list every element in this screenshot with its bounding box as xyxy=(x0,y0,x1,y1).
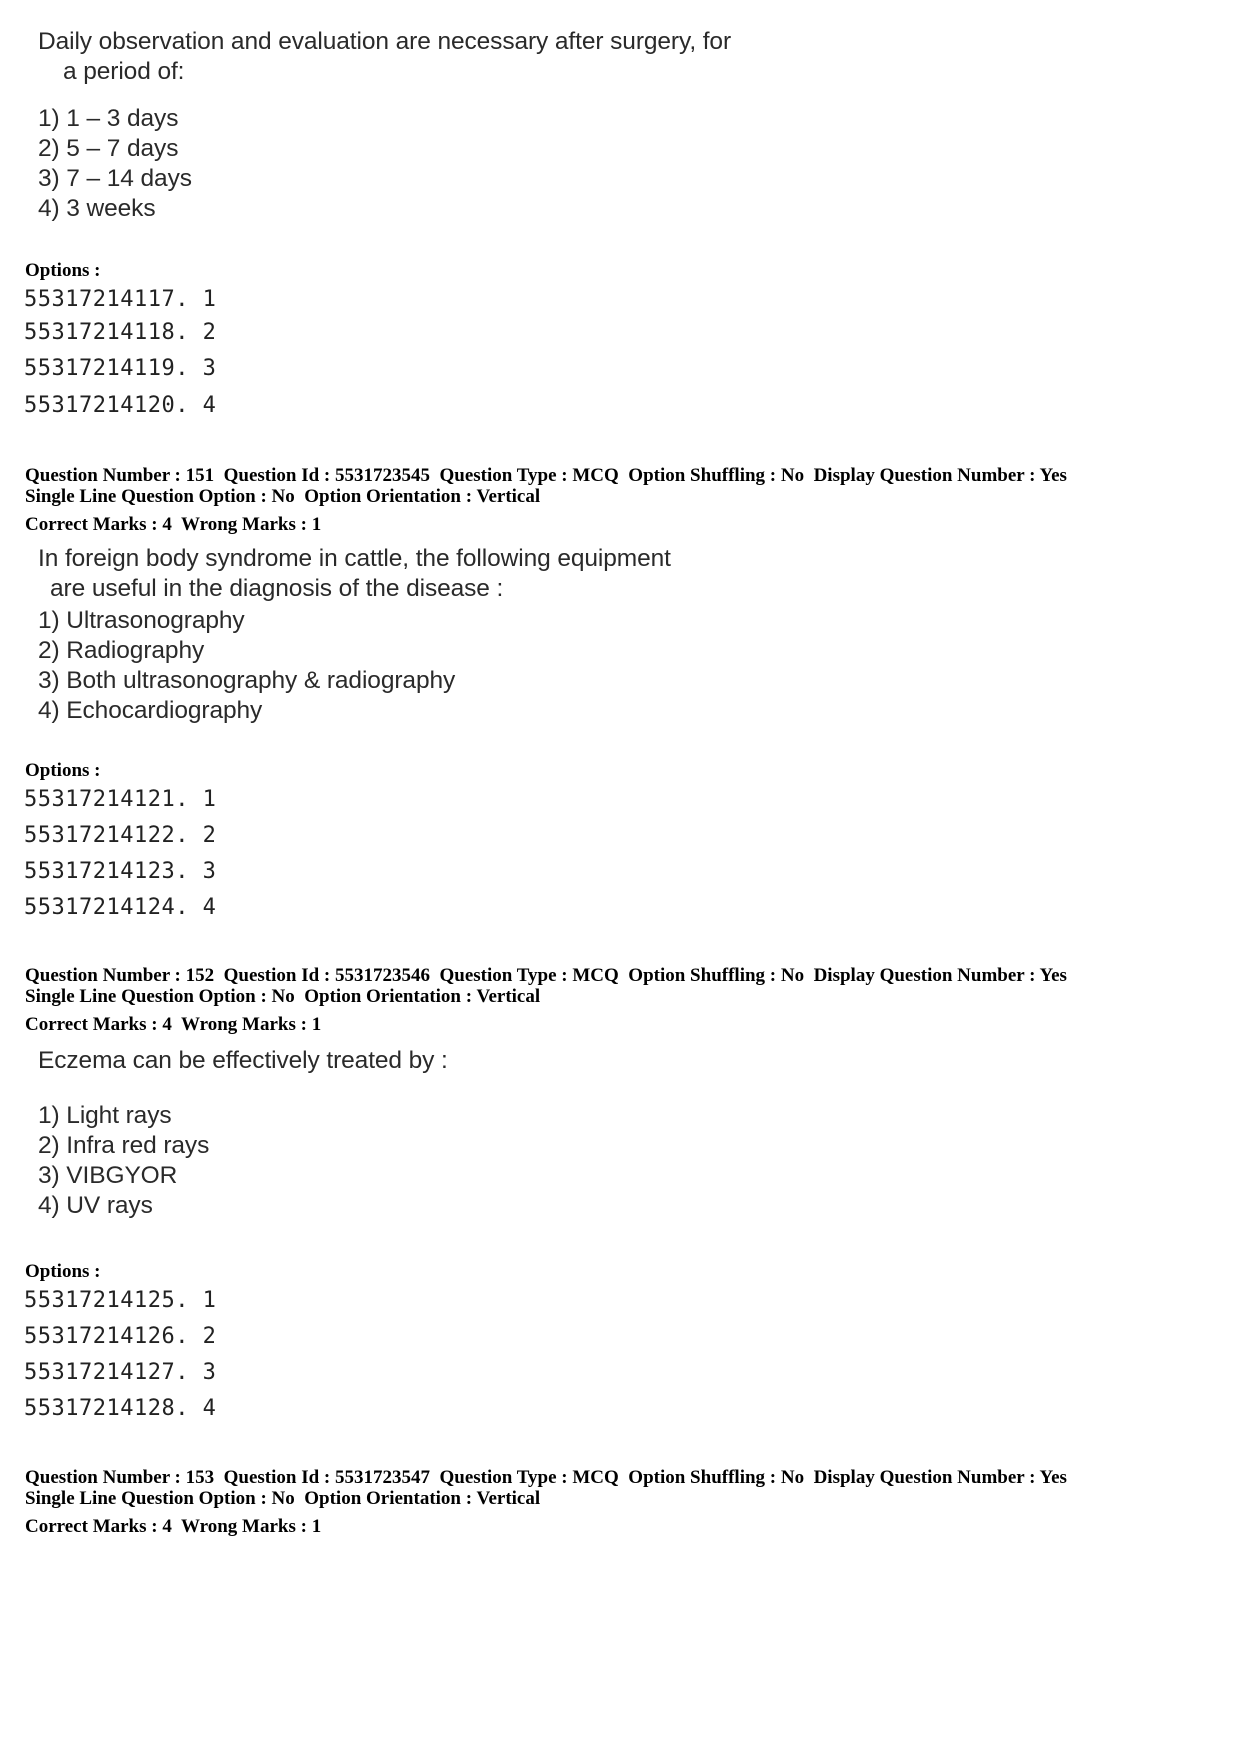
option-row: 55317214117. 1 xyxy=(24,287,217,312)
question-meta-line: Question Number : 151 Question Id : 5531723545 Question Type : MCQ Option Shuffling : No Display Question Number : Yes xyxy=(25,465,1067,486)
options-label: Options : xyxy=(25,760,101,781)
options-label: Options : xyxy=(25,1261,101,1282)
option-row: 55317214128. 4 xyxy=(24,1396,217,1421)
answer-choice: 1) 1 – 3 days xyxy=(38,105,179,132)
answer-choice: 3) VIBGYOR xyxy=(38,1162,178,1189)
answer-choice: 4) 3 weeks xyxy=(38,195,156,222)
question-meta-line: Single Line Question Option : No Option Orientation : Vertical xyxy=(25,1488,541,1509)
option-row: 55317214119. 3 xyxy=(24,356,217,381)
answer-choice: 2) 5 – 7 days xyxy=(38,135,179,162)
question-stem-line: Daily observation and evaluation are necessary after surgery, for xyxy=(38,28,732,55)
question-stem-line: are useful in the diagnosis of the disease : xyxy=(50,575,504,602)
question-stem-line: a period of: xyxy=(63,58,185,85)
option-row: 55317214121. 1 xyxy=(24,787,217,812)
answer-choice: 4) UV rays xyxy=(38,1192,153,1219)
answer-choice: 2) Radiography xyxy=(38,637,205,664)
question-meta-line: Single Line Question Option : No Option Orientation : Vertical xyxy=(25,986,541,1007)
question-meta-line: Question Number : 152 Question Id : 5531723546 Question Type : MCQ Option Shuffling : No Display Question Number : Yes xyxy=(25,965,1067,986)
option-row: 55317214120. 4 xyxy=(24,393,217,418)
answer-choice: 2) Infra red rays xyxy=(38,1132,210,1159)
option-row: 55317214123. 3 xyxy=(24,859,217,884)
option-row: 55317214127. 3 xyxy=(24,1360,217,1385)
question-stem-line: In foreign body syndrome in cattle, the following equipment xyxy=(38,545,671,572)
option-row: 55317214126. 2 xyxy=(24,1324,217,1349)
question-meta-line: Question Number : 153 Question Id : 5531723547 Question Type : MCQ Option Shuffling : No Display Question Number : Yes xyxy=(25,1467,1067,1488)
answer-choice: 1) Light rays xyxy=(38,1102,172,1129)
option-row: 55317214118. 2 xyxy=(24,320,217,345)
options-label: Options : xyxy=(25,260,101,281)
question-meta-line: Single Line Question Option : No Option Orientation : Vertical xyxy=(25,486,541,507)
option-row: 55317214124. 4 xyxy=(24,895,217,920)
question-stem-line: Eczema can be effectively treated by : xyxy=(38,1047,448,1074)
answer-choice: 4) Echocardiography xyxy=(38,697,263,724)
answer-choice: 1) Ultrasonography xyxy=(38,607,245,634)
question-marks: Correct Marks : 4 Wrong Marks : 1 xyxy=(25,514,322,535)
answer-choice: 3) 7 – 14 days xyxy=(38,165,192,192)
question-marks: Correct Marks : 4 Wrong Marks : 1 xyxy=(25,1014,322,1035)
answer-choice: 3) Both ultrasonography & radiography xyxy=(38,667,456,694)
option-row: 55317214122. 2 xyxy=(24,823,217,848)
option-row: 55317214125. 1 xyxy=(24,1288,217,1313)
question-marks: Correct Marks : 4 Wrong Marks : 1 xyxy=(25,1516,322,1537)
